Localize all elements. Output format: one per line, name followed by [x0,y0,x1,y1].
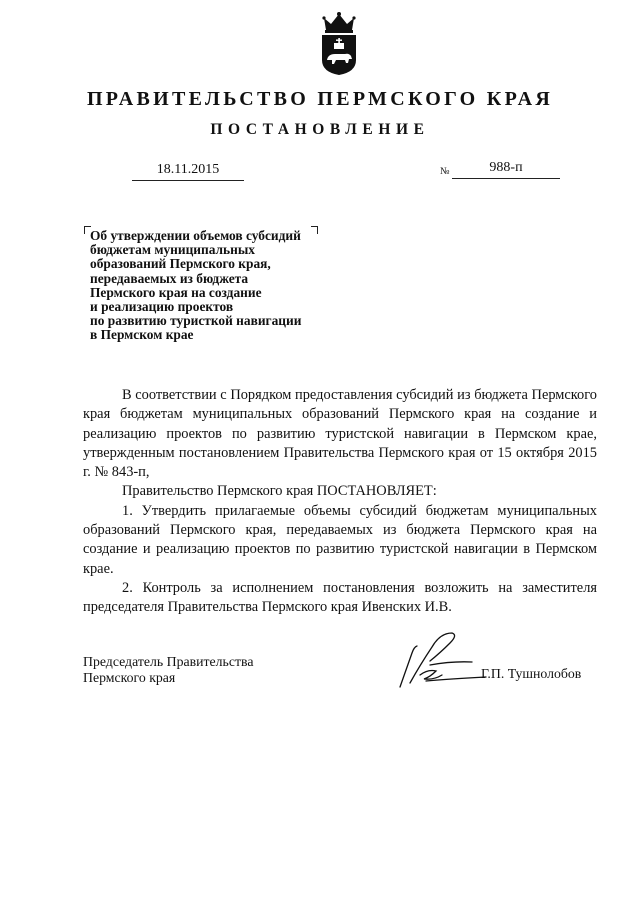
coat-of-arms-icon [318,10,360,76]
subject-line: образований Пермского края, [90,256,271,272]
document-type: ПОСТАНОВЛЕНИЕ [210,121,430,138]
body-paragraph-preamble: В соответствии с Порядком предоставления субсидий из бюджета Пермского края бюджетам муниципальных образований Пермского края на создание и реализацию проектов по развитию туристской навигации в Пермском крае, утвержденным постановлением Правительства Пермского края от 15 октября 2015 г. № 843-п, [83,387,597,481]
signatory-title [83,654,253,685]
signatory-title-line: Пермского края [83,669,176,685]
subject-line: Об утверждении объемов субсидий [90,228,301,243]
subject-line: по развитию туристкой навигации [90,313,302,329]
body-paragraph-item-1: 1. Утвердить прилагаемые объемы субсидий бюджетам муниципальных образований Пермского края, передаваемых из бюджета Пермского края на создание и реализацию проектов по развитию туристской навигации в Пермском крае. [83,502,597,577]
subject-line: в Пермском крае [90,327,194,343]
document-number: 988-п [452,160,560,179]
document-subject [90,229,335,343]
document-body [83,386,597,618]
subject-line: и реализацию проектов [90,299,234,315]
body-paragraph-resolution: Правительство Пермского края ПОСТАНОВЛЯЕТ: [122,483,437,500]
subject-line: бюджетам муниципальных [90,242,255,258]
handwritten-signature-icon [390,625,490,695]
subject-line: Пермского края на создание [90,284,262,300]
number-sign: № [440,166,450,177]
body-paragraph-item-2: 2. Контроль за исполнением постановления возложить на заместителя председателя Правительства Пермского края Ивенских И.В. [83,579,597,616]
signatory-name: Г.П. Тушнолобов [481,666,582,681]
organization-title: ПРАВИТЕЛЬСТВО ПЕРМСКОГО КРАЯ [86,88,554,110]
subject-line: передаваемых из бюджета [90,270,249,286]
document-date: 18.11.2015 [132,162,244,181]
signatory-title-line: Председатель Правительства [83,654,254,669]
